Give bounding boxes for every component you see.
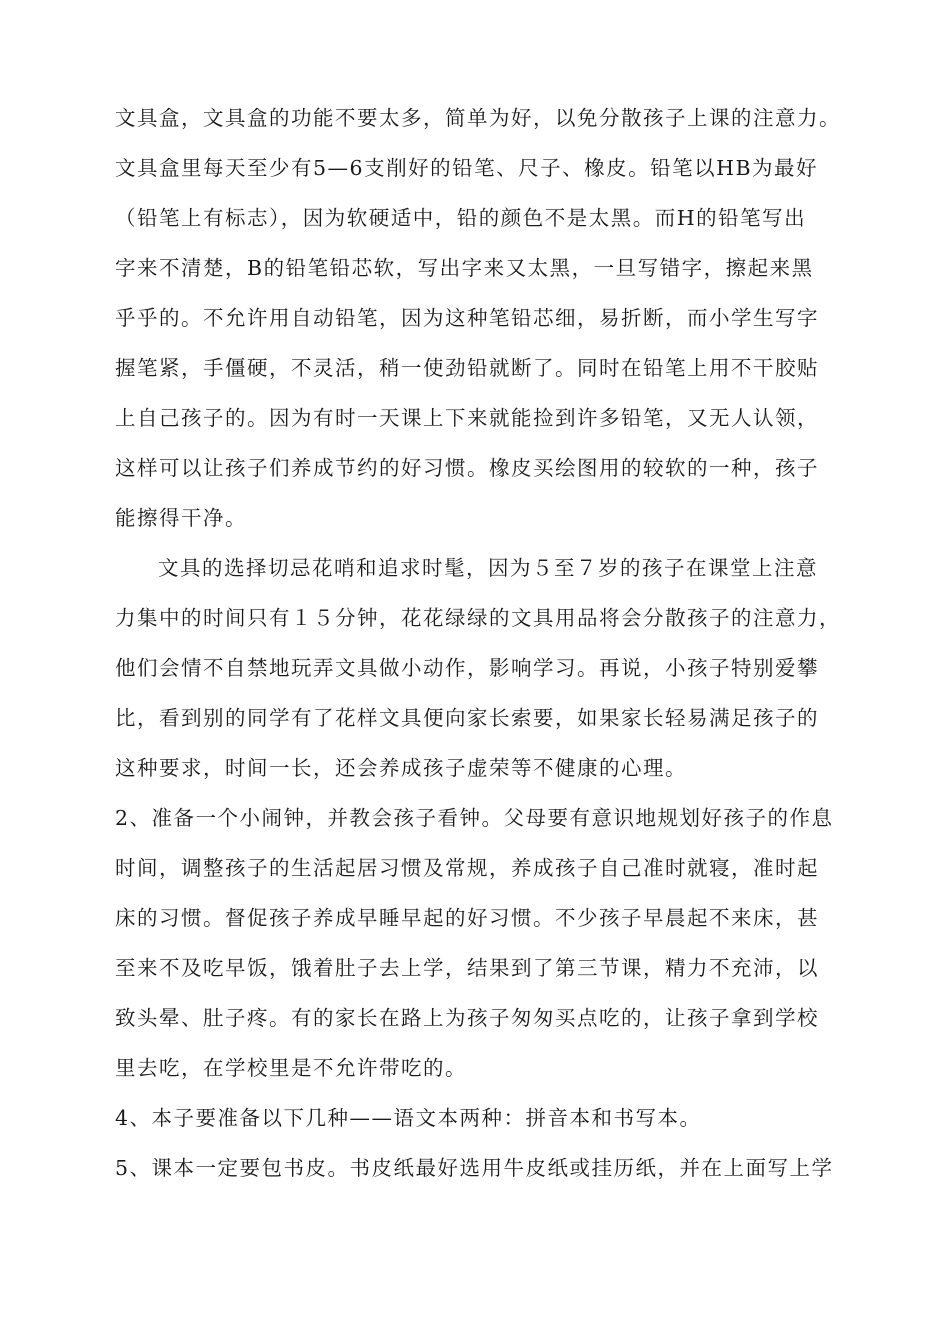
text-line: 里去吃，在学校里是不允许带吃的。 xyxy=(115,1056,467,1080)
paragraph-start-line: 文具的选择切忌花哨和追求时髦，因为５至７岁的孩子在课堂上注意 xyxy=(158,556,818,580)
list-item-4-line: 4、本子要准备以下几种——语文本两种：拼音本和书写本。 xyxy=(115,1106,702,1130)
text-line: 时间，调整孩子的生活起居习惯及常规，养成孩子自己准时就寝，准时起 xyxy=(115,856,819,880)
text-line: 床的习惯。督促孩子养成早睡早起的好习惯。不少孩子早晨起不来床，甚 xyxy=(115,906,819,930)
text-line: 文具盒，文具盒的功能不要太多，简单为好，以免分散孩子上课的注意力。 xyxy=(115,106,841,130)
list-item-5-line: 5、课本一定要包书皮。书皮纸最好选用牛皮纸或挂历纸，并在上面写上学 xyxy=(115,1156,834,1180)
text-line: 字来不清楚，B的铅笔铅芯软，写出字来又太黑，一旦写错字，擦起来黑 xyxy=(115,256,814,280)
text-line: 比，看到别的同学有了花样文具便向家长索要，如果家长轻易满足孩子的 xyxy=(115,706,819,730)
text-line: 致头晕、肚子疼。有的家长在路上为孩子匆匆买点吃的，让孩子拿到学校 xyxy=(115,1006,819,1030)
text-line: （铅笔上有标志），因为软硬适中，铅的颜色不是太黑。而H的铅笔写出 xyxy=(115,206,807,230)
text-line: 文具盒里每天至少有5—6支削好的铅笔、尺子、橡皮。铅笔以HB为最好 xyxy=(115,156,819,180)
text-line: 这样可以让孩子们养成节约的好习惯。橡皮买绘图用的较软的一种，孩子 xyxy=(115,456,819,480)
list-item-2-line: 2、准备一个小闹钟，并教会孩子看钟。父母要有意识地规划好孩子的作息 xyxy=(115,806,834,830)
text-line: 上自己孩子的。因为有时一天课上下来就能捡到许多铅笔，又无人认领， xyxy=(115,406,819,430)
text-line: 能擦得干净。 xyxy=(115,506,247,530)
text-line: 至来不及吃早饭，饿着肚子去上学，结果到了第三节课，精力不充沛，以 xyxy=(115,956,819,980)
text-line: 乎乎的。不允许用自动铅笔，因为这种笔铅芯细，易折断，而小学生写字 xyxy=(115,306,819,330)
text-line: 这种要求，时间一长，还会养成孩子虚荣等不健康的心理。 xyxy=(115,756,687,780)
text-line: 他们会情不自禁地玩弄文具做小动作，影响学习。再说，小孩子特别爱攀 xyxy=(115,656,819,680)
text-line: 力集中的时间只有１５分钟，花花绿绿的文具用品将会分散孩子的注意力， xyxy=(115,606,841,630)
text-line: 握笔紧，手僵硬，不灵活，稍一使劲铅就断了。同时在铅笔上用不干胶贴 xyxy=(115,356,819,380)
